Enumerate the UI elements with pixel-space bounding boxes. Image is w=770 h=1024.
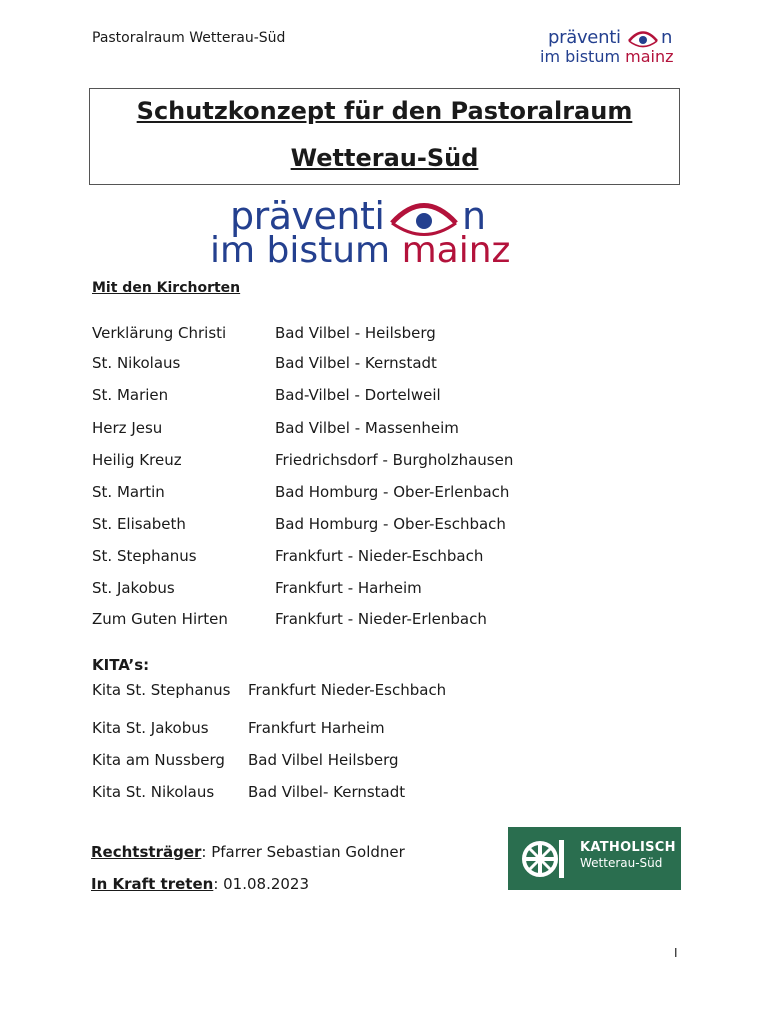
inkraft-label: In Kraft treten [91,875,214,893]
page-header-text: Pastoralraum Wetterau-Süd [92,30,286,46]
kirchort-place: Frankfurt - Nieder-Erlenbach [275,610,487,628]
wheel-cross-icon [518,836,568,882]
kita-place: Bad Vilbel- Kernstadt [248,783,406,801]
kirchort-place: Frankfurt - Harheim [275,579,422,597]
kirchort-place: Bad Homburg - Ober-Erlenbach [275,483,510,501]
kita-name: Kita am Nussberg [92,751,225,769]
kirchort-name: Heilig Kreuz [92,451,182,469]
kirchort-name: St. Martin [92,483,165,501]
rechtstraeger-label: Rechtsträger [91,843,202,861]
kirchort-name: St. Elisabeth [92,515,186,533]
kirchort-place: Bad Homburg - Ober-Eschbach [275,515,506,533]
kita-place: Frankfurt Nieder-Eschbach [248,681,447,699]
kirchort-place: Bad-Vilbel - Dortelweil [275,386,441,404]
kirchort-name: St. Nikolaus [92,354,181,372]
kita-name: Kita St. Stephanus [92,681,231,699]
document-title-line2: Wetterau-Süd [290,144,479,172]
kirchort-name: Verklärung Christi [92,324,227,342]
kita-name: Kita St. Nikolaus [92,783,215,801]
kirchort-name: St. Stephanus [92,547,197,565]
inkraft-line [91,875,309,893]
logo-big-word3-red: mainz [401,230,511,271]
logo-small-word3 [540,47,674,66]
katholisch-label: KATHOLISCH [580,840,676,855]
logo-small-word3-prefix: im bistum [540,47,626,66]
logo-small-word3-red: mainz [625,47,674,66]
kirchorte-heading: Mit den Kirchorten [92,280,241,296]
kita-name: Kita St. Jakobus [92,719,209,737]
kirchort-name: Herz Jesu [92,419,163,437]
praevention-logo-large [210,194,510,274]
document-title-line1: Schutzkonzept für den Pastoralraum [136,97,633,125]
title-box [89,88,680,185]
kirchort-place: Frankfurt - Nieder-Eschbach [275,547,484,565]
katholisch-wetterau-logo [508,827,681,890]
kita-place: Bad Vilbel Heilsberg [248,751,399,769]
logo-small-word1: präventi [548,27,621,48]
logo-small-word2: n [661,27,673,48]
kirchort-name: St. Jakobus [92,579,175,597]
logo-big-word3-prefix: im bistum [210,230,402,271]
kirchort-name: St. Marien [92,386,169,404]
wetterau-sued-label: Wetterau-Süd [580,856,663,870]
page-number: I [674,946,678,960]
kirchort-place: Friedrichsdorf - Burgholzhausen [275,451,514,469]
logo-big-word2: n [462,194,487,238]
kirchort-place: Bad Vilbel - Massenheim [275,419,459,437]
rechtstraeger-value: : Pfarrer Sebastian Goldner [201,843,405,861]
logo-big-word1: präventi [230,194,385,238]
rechtstraeger-line [91,843,405,861]
praevention-logo-small [540,24,680,68]
inkraft-value: : 01.08.2023 [213,875,310,893]
kirchort-name: Zum Guten Hirten [92,610,228,628]
logo-big-word3 [210,230,510,271]
kirchort-place: Bad Vilbel - Kernstadt [275,354,437,372]
kita-place: Frankfurt Harheim [248,719,385,737]
kirchort-place: Bad Vilbel - Heilsberg [275,324,436,342]
kitas-heading: KITA’s: [92,656,150,674]
